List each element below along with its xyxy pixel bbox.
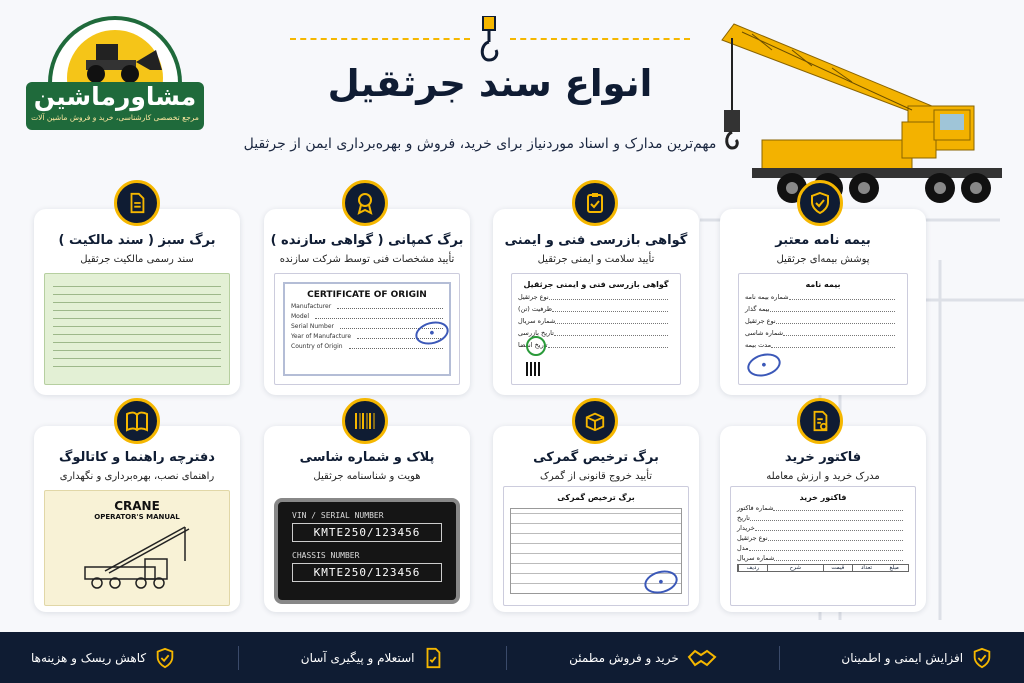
table-col: تعداد <box>852 565 881 571</box>
footer-item <box>569 647 717 669</box>
doc-heading: بیمه نامه <box>805 280 841 289</box>
doc-field: بیمه گذار <box>745 305 770 313</box>
table-col: ردیف <box>738 565 767 571</box>
document-icon <box>126 192 148 214</box>
award-icon <box>353 191 377 215</box>
doc-field: شماره سریال <box>737 554 775 562</box>
card-title: برگ ترخیص گمرکی <box>533 450 659 465</box>
logo-name: مشاورماشین <box>33 82 197 111</box>
handshake-icon <box>687 647 717 669</box>
doc-field: Model <box>291 313 310 320</box>
card-subtitle: راهنمای نصب، بهره‌برداری و نگهداری <box>59 471 215 482</box>
doc-field: Country of Origin <box>291 343 343 350</box>
book-icon <box>125 410 149 432</box>
table-col: مبلغ <box>889 565 899 571</box>
green-card-document <box>44 273 230 385</box>
card-insurance[interactable] <box>720 209 926 395</box>
doc-field: تاریخ بازرسی <box>518 329 554 337</box>
card-subtitle: سند رسمی مالکیت جرثقیل <box>80 254 194 265</box>
card-inspection[interactable] <box>493 209 699 395</box>
doc-heading: CERTIFICATE OF ORIGIN <box>307 290 427 300</box>
operator-manual <box>44 490 230 606</box>
insurance-document <box>738 273 908 385</box>
inspection-badge <box>572 180 618 226</box>
logo-tagline: مرجع تخصصی کارشناسی، خرید و فروش ماشین آلات <box>31 113 199 122</box>
card-title: برگ سبز ( سند مالکیت ) <box>58 233 216 248</box>
card-plate[interactable] <box>264 426 470 612</box>
card-title: برگ کمپانی ( گواهی سازنده ) <box>270 233 464 248</box>
card-title: دفترچه راهنما و کاتالوگ <box>59 450 215 465</box>
doc-heading: برگ ترخیص گمرکی <box>557 493 635 502</box>
logo-emblem <box>48 16 182 86</box>
card-subtitle: مدرک خرید و ارزش معامله <box>766 471 880 482</box>
footer-item <box>841 647 993 669</box>
invoice-document <box>730 486 916 606</box>
doc-field: شماره بیمه نامه <box>745 293 789 301</box>
doc-field: Serial Number <box>291 323 334 330</box>
footer-label: خرید و فروش مطمئن <box>569 650 679 665</box>
brand-logo[interactable] <box>26 16 204 136</box>
doc-field: شماره فاکتور <box>737 504 774 512</box>
table-col: قیمت <box>823 565 852 571</box>
footer-item <box>31 647 176 669</box>
vin-label: VIN / SERIAL NUMBER <box>292 511 384 520</box>
doc-field: شماره شاسی <box>745 329 784 337</box>
clipboard-check-icon <box>583 191 607 215</box>
card-green-card[interactable] <box>34 209 240 395</box>
qr-code <box>526 362 540 376</box>
barcode-icon <box>353 411 377 431</box>
stamp-seal: ● <box>642 567 681 597</box>
doc-field: Year of Manufacture <box>291 333 352 340</box>
customs-box-icon <box>584 410 606 432</box>
doc-field: نوع جرثقیل <box>737 534 768 542</box>
hook-icon <box>478 16 500 64</box>
card-title: فاکتور خرید <box>784 450 862 465</box>
chassis-label: CHASSIS NUMBER <box>292 551 360 560</box>
stamp-seal: ● <box>745 350 784 380</box>
insurance-badge <box>797 180 843 226</box>
footer-label: افزایش ایمنی و اطمینان <box>841 650 964 665</box>
mobile-crane-illustration <box>712 10 1018 206</box>
doc-field: مدت بیمه <box>745 341 772 349</box>
card-subtitle: پوشش بیمه‌ای جرثقیل <box>776 254 870 265</box>
card-certificate-origin[interactable] <box>264 209 470 395</box>
card-manual[interactable] <box>34 426 240 612</box>
card-subtitle: تأیید سلامت و ایمنی جرثقیل <box>537 254 655 265</box>
doc-field: ظرفیت (تن) <box>518 305 553 313</box>
shield-check-icon <box>154 647 176 669</box>
serial-plate <box>274 498 460 604</box>
page-title: انواع سند جرثقیل <box>327 62 653 105</box>
doc-field: تاریخ انقضا <box>518 341 548 349</box>
manual-subtitle: OPERATOR'S MANUAL <box>94 513 180 521</box>
footer-bar <box>0 632 1024 683</box>
card-subtitle: تأیید خروج قانونی از گمرک <box>539 471 653 482</box>
card-subtitle: تأیید مشخصات فنی توسط شرکت سازنده <box>279 254 455 265</box>
doc-field: تاریخ <box>737 514 750 522</box>
footer-label: کاهش ریسک و هزینه‌ها <box>30 650 147 665</box>
doc-field: Manufacturer <box>291 303 332 310</box>
invoice-table-header <box>737 564 909 572</box>
invoice-badge <box>797 398 843 444</box>
card-title: گواهی بازرسی فنی و ایمنی <box>504 233 688 248</box>
table-col: شرح <box>767 565 823 571</box>
card-title: بیمه نامه معتبر <box>775 233 871 248</box>
vin-value: KMTE250/123456 <box>292 523 442 542</box>
manual-badge <box>114 398 160 444</box>
card-title: پلاک و شماره شاسی <box>299 450 435 465</box>
check-circle-icon <box>526 336 546 356</box>
document-check-icon <box>422 647 444 669</box>
footer-label: استعلام و پیگیری آسان <box>300 650 415 665</box>
card-invoice[interactable] <box>720 426 926 612</box>
manual-title: CRANE <box>114 499 160 513</box>
doc-field: نوع جرثقیل <box>518 293 549 301</box>
crane-sketch <box>45 521 230 591</box>
stamp-seal: ● <box>413 318 452 348</box>
shield-check-icon <box>971 647 993 669</box>
customs-document <box>503 486 689 606</box>
inspection-document <box>511 273 681 385</box>
card-customs[interactable] <box>493 426 699 612</box>
shield-check-icon <box>808 191 832 215</box>
doc-field: خریدار <box>737 524 755 532</box>
title-divider-right <box>510 38 690 40</box>
title-divider-left <box>290 38 470 40</box>
card-subtitle: هویت و شناسنامه جرثقیل <box>313 471 421 482</box>
ownership-badge <box>114 180 160 226</box>
customs-badge <box>572 398 618 444</box>
chassis-value: KMTE250/123456 <box>292 563 442 582</box>
origin-badge <box>342 180 388 226</box>
doc-field: مدل <box>737 544 749 552</box>
plate-badge <box>342 398 388 444</box>
doc-heading: گواهی بازرسی فنی و ایمنی جرثقیل <box>523 280 669 289</box>
doc-field: نوع جرثقیل <box>745 317 776 325</box>
origin-document <box>274 273 460 385</box>
footer-item <box>301 647 445 669</box>
doc-field: شماره سریال <box>518 317 556 325</box>
loader-icon <box>66 36 166 84</box>
page-subtitle: مهم‌ترین مدارک و اسناد موردنیاز برای خرید، فروش و بهره‌برداری ایمن از جرثقیل <box>243 136 717 152</box>
doc-heading: فاکتور خرید <box>799 493 847 502</box>
invoice-icon <box>809 410 831 432</box>
